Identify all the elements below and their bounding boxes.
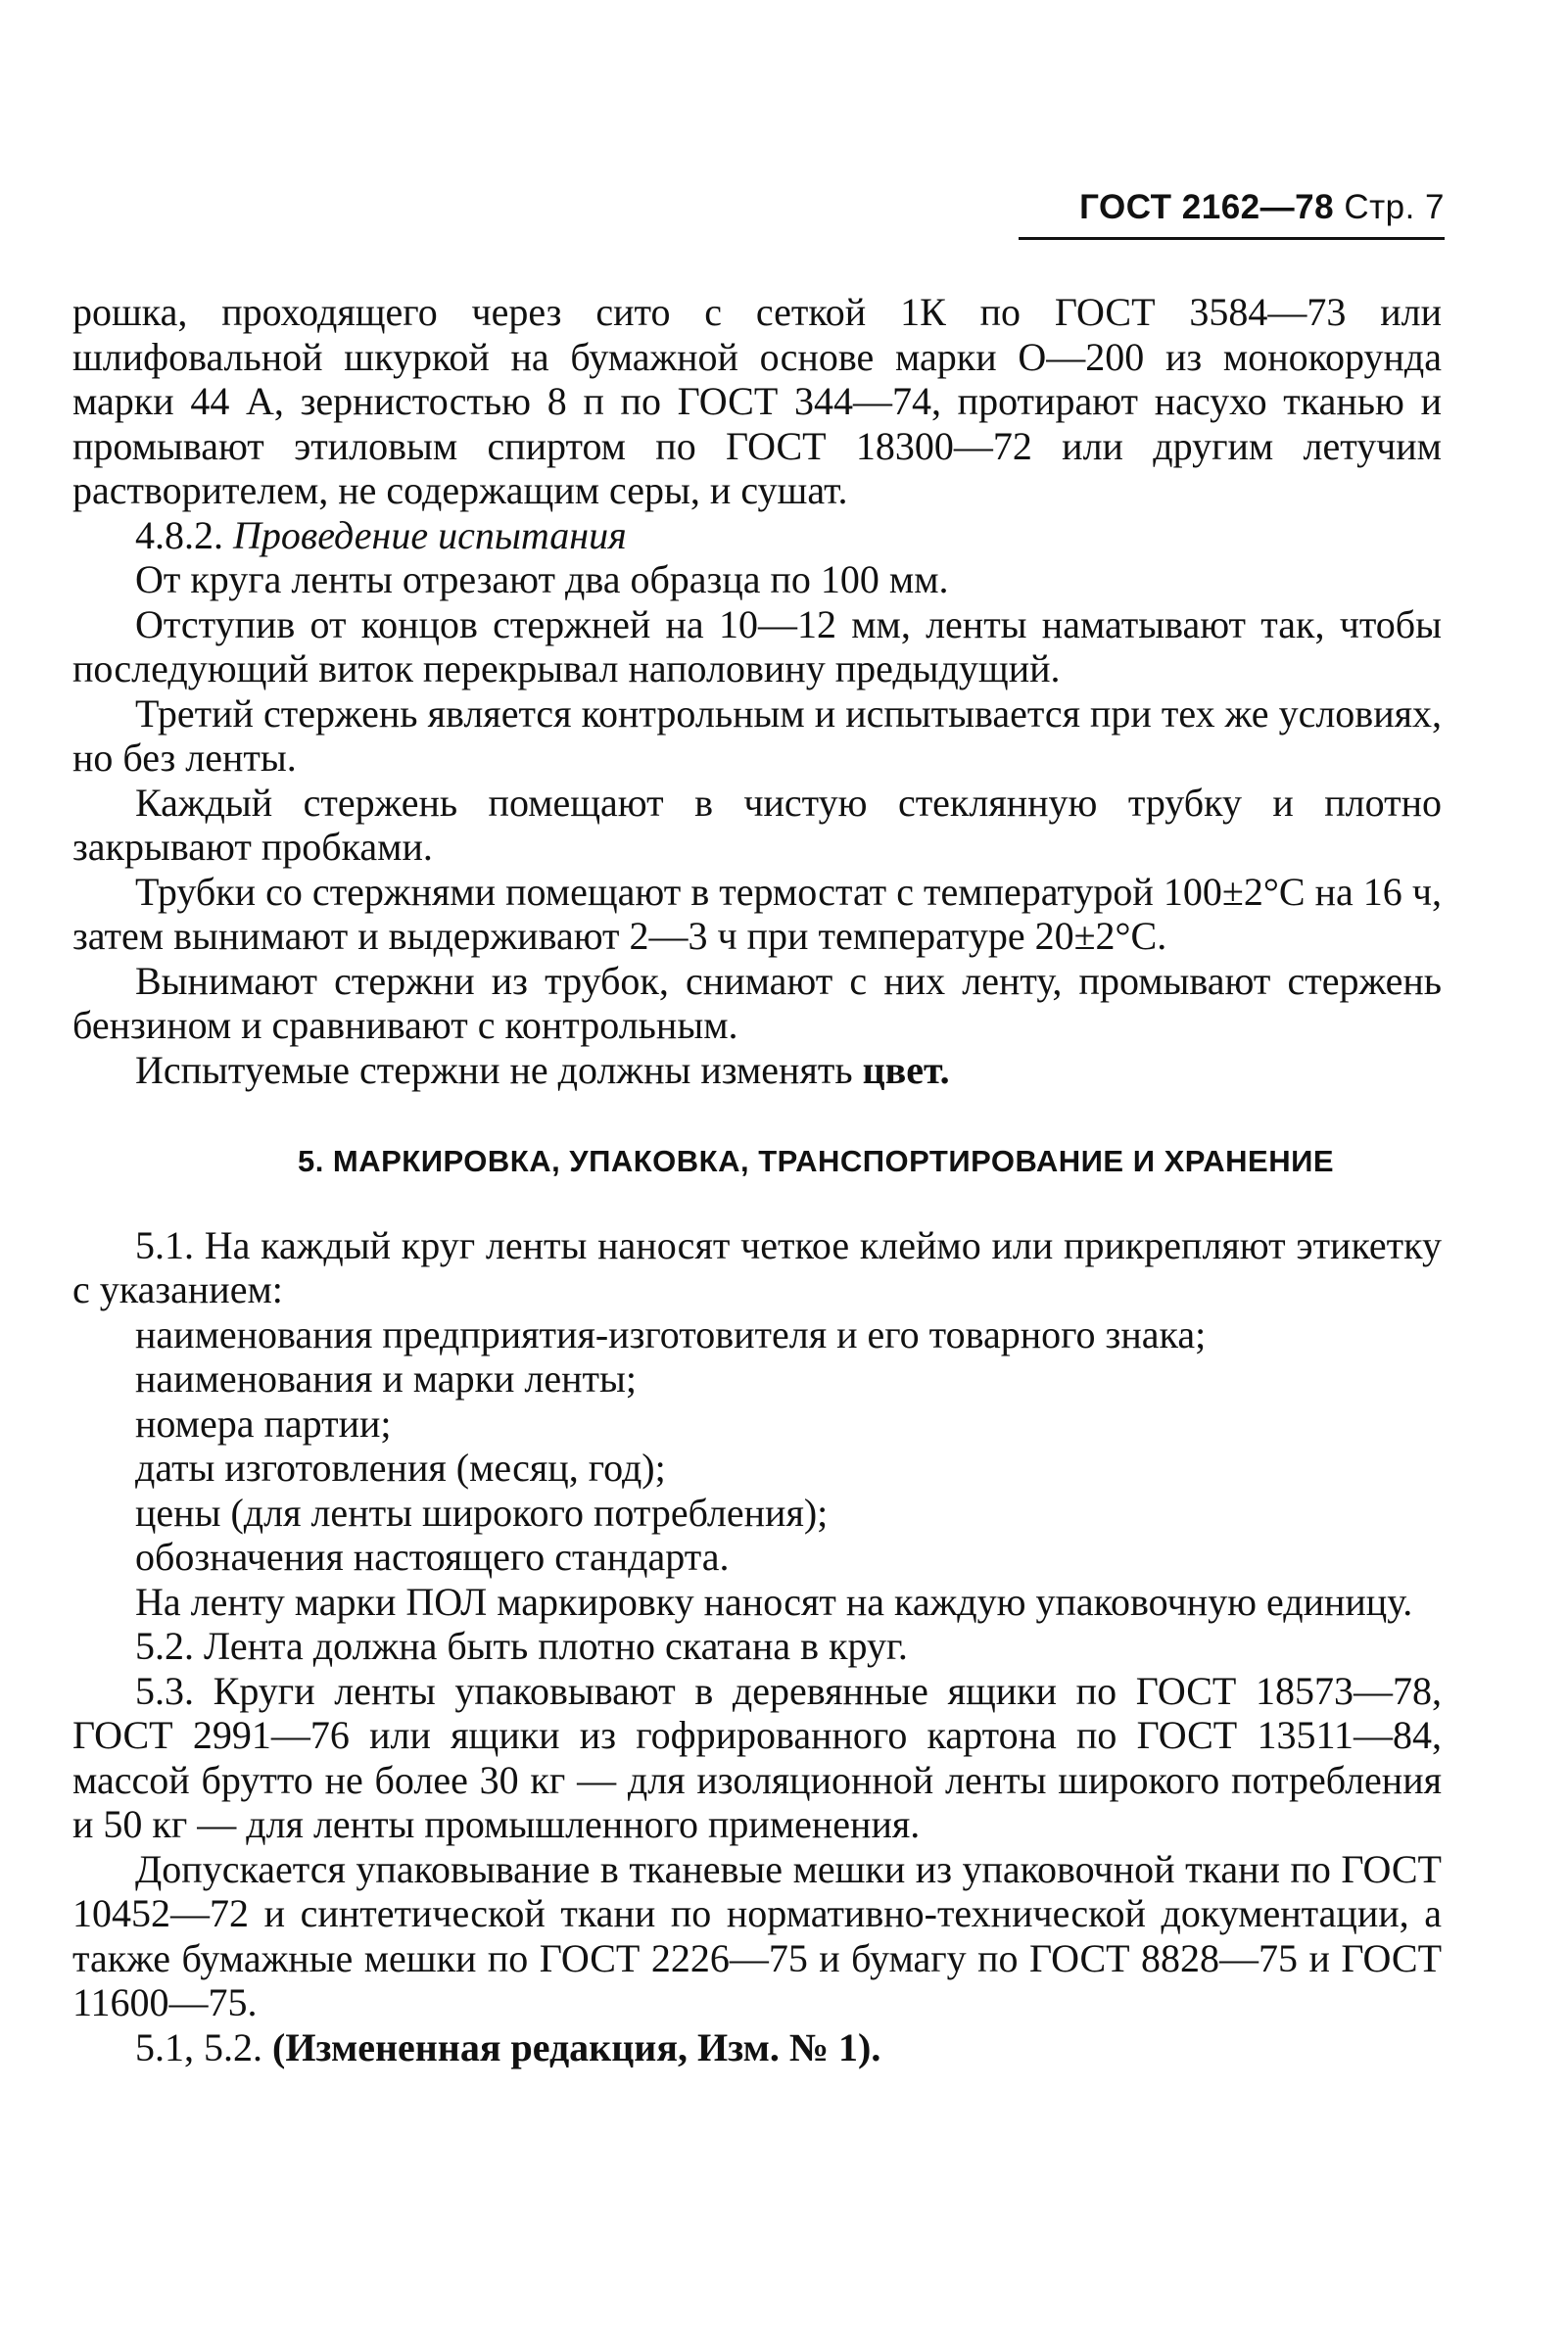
page-header bbox=[1019, 188, 1445, 240]
paragraph-text: Испытуемые стержни не должны изменять bbox=[135, 1047, 863, 1092]
subsection-heading bbox=[72, 513, 1442, 558]
paragraph-bold-word: цвет. bbox=[862, 1047, 950, 1092]
doc-number: ГОСТ 2162—78 bbox=[1079, 188, 1335, 226]
paragraph: 5.3. Круги ленты упаковывают в деревянные ящики по ГОСТ 18573—78, ГОСТ 2991—76 или ящики из гофрированного картона по ГОСТ 13511—84, массой брутто не более 30 кг — для изоляционной ленты широкого потребления и 50 кг — для ленты промышленного применения. bbox=[72, 1668, 1442, 1846]
subsection-title: Проведение испытания bbox=[233, 512, 627, 557]
paragraph: На ленту марки ПОЛ маркировку наносят на каждую упаковочную единицу. bbox=[135, 1579, 1413, 1624]
list-item: обозначения настоящего стандарта. bbox=[135, 1535, 730, 1579]
list-item: наименования и марки ленты; bbox=[135, 1356, 637, 1401]
paragraph: Допускается упаковывание в тканевые мешки из упаковочной ткани по ГОСТ 10452—72 и синтетической ткани по нормативно-технической документации, а также бумажные мешки по ГОСТ 2226—75 и бумагу по ГОСТ 8828—75 и ГОСТ 11600—75. bbox=[72, 1846, 1442, 2024]
paragraph: Каждый стержень помещают в чистую стеклянную трубку и плотно закрывают пробками. bbox=[72, 780, 1442, 869]
paragraph: Отступив от концов стержней на 10—12 мм, ленты наматывают так, чтобы последующий виток перекрывал наполовину предыдущий. bbox=[72, 601, 1442, 690]
paragraph: рошка, проходящего через сито с сеткой 1К по ГОСТ 3584—73 или шлифовальной шкуркой на бумажной основе марки О—200 из монокорунда марки 44 А, зернистостью 8 п по ГОСТ 344—74, протирают насухо тканью и промывают этиловым спиртом по ГОСТ 18300—72 или другим летучим растворителем, не содержащим серы, и сушат. bbox=[72, 290, 1442, 512]
paragraph: Вынимают стержни из трубок, снимают с них ленту, промывают стержень бензином и сравнивают с контрольным. bbox=[72, 958, 1442, 1047]
amendment-note bbox=[72, 2025, 1442, 2070]
amendment-text: (Измененная редакция, Изм. № 1). bbox=[272, 2024, 881, 2069]
document-body bbox=[72, 290, 1442, 2069]
list-item: наименования предприятия-изготовителя и его товарного знака; bbox=[135, 1311, 1207, 1356]
list-item: номера партии; bbox=[135, 1401, 392, 1446]
paragraph: 5.1. На каждый круг ленты наносят четкое клеймо или прикрепляют этикетку с указанием: bbox=[72, 1222, 1442, 1311]
paragraph: От круга ленты отрезают два образца по 100 мм. bbox=[135, 557, 949, 601]
amendment-refs: 5.1, 5.2. bbox=[135, 2024, 272, 2069]
paragraph: Трубки со стержнями помещают в термостат с температурой 100±2°С на 16 ч, затем вынимают и выдерживают 2—3 ч при температуре 20±2°С. bbox=[72, 869, 1442, 958]
paragraph bbox=[72, 1048, 1442, 1093]
subsection-number: 4.8.2. bbox=[135, 512, 223, 557]
list-item: даты изготовления (месяц, год); bbox=[135, 1446, 666, 1490]
page-number: Стр. 7 bbox=[1344, 188, 1445, 226]
paragraph: 5.2. Лента должна быть плотно скатана в круг. bbox=[135, 1624, 908, 1668]
paragraph: Третий стержень является контрольным и испытывается при тех же условиях, но без ленты. bbox=[72, 690, 1442, 780]
list-item: цены (для ленты широкого потребления); bbox=[135, 1490, 829, 1535]
section-heading: 5. МАРКИРОВКА, УПАКОВКА, ТРАНСПОРТИРОВАНИЕ И ХРАНЕНИЕ bbox=[297, 1144, 1335, 1178]
